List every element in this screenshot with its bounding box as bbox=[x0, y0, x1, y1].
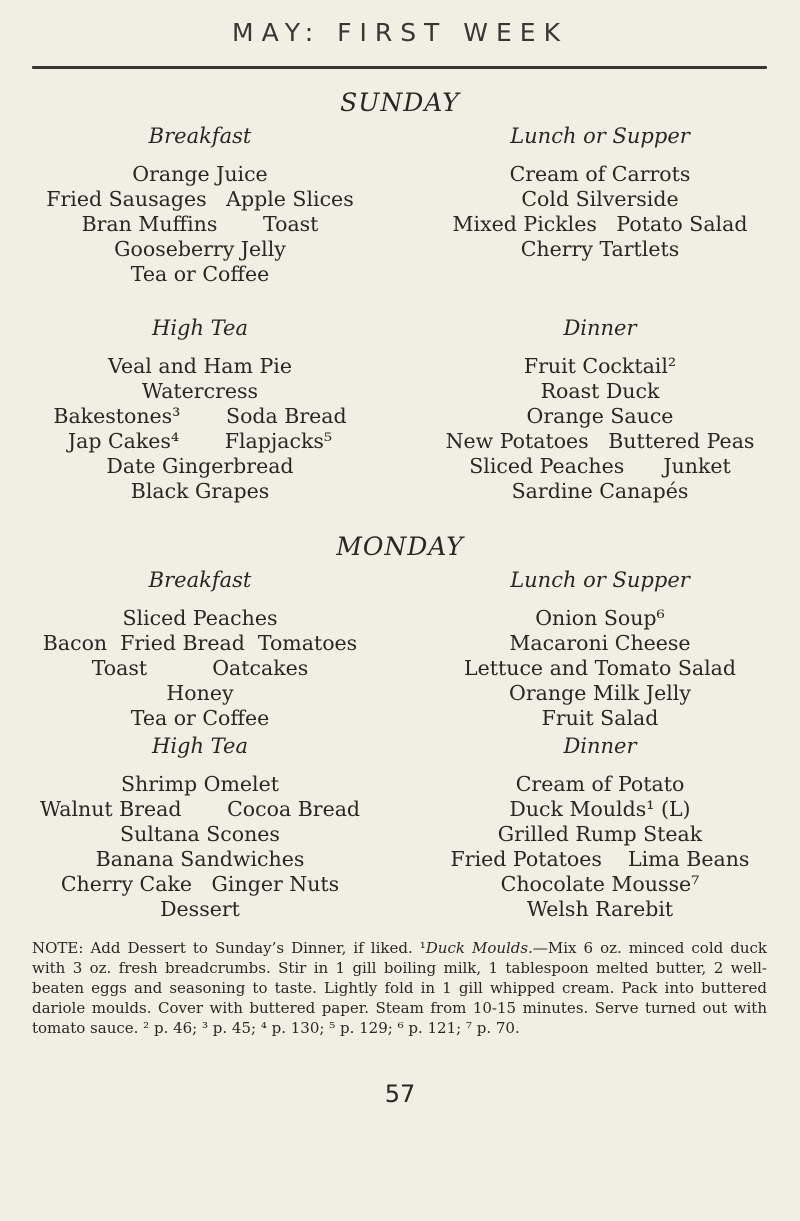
menu-line: Tea or Coffee bbox=[130, 706, 270, 730]
monday-dinner bbox=[400, 734, 800, 922]
menu-line: Bran Muffins Toast bbox=[81, 212, 319, 236]
header-rule bbox=[32, 66, 767, 69]
meal-heading: Dinner bbox=[563, 734, 637, 758]
sunday-high-tea bbox=[0, 316, 400, 504]
menu-line: Orange Juice bbox=[132, 162, 268, 186]
menu-line: Bakestones³ Soda Bread bbox=[53, 404, 347, 428]
menu-line: Cream of Potato bbox=[515, 772, 685, 796]
monday-lunch bbox=[400, 568, 800, 731]
menu-line: Tea or Coffee bbox=[130, 262, 270, 286]
footnote bbox=[32, 938, 767, 1038]
meal-heading: Dinner bbox=[563, 316, 637, 340]
menu-line: Jap Cakes⁴ Flapjacks⁵ bbox=[67, 429, 333, 453]
menu-line: Grilled Rump Steak bbox=[497, 822, 703, 846]
menu-line: Black Grapes bbox=[130, 479, 270, 503]
menu-line: Veal and Ham Pie bbox=[108, 354, 292, 378]
page-number: 57 bbox=[384, 1080, 416, 1108]
menu-line: Lettuce and Tomato Salad bbox=[464, 656, 736, 680]
menu-line: Honey bbox=[166, 681, 234, 705]
menu-line: Fried Potatoes Lima Beans bbox=[450, 847, 750, 871]
menu-line: Fried Sausages Apple Slices bbox=[46, 187, 354, 211]
menu-line: Cherry Tartlets bbox=[520, 237, 680, 261]
menu-line: New Potatoes Buttered Peas bbox=[445, 429, 755, 453]
sunday-lunch bbox=[400, 124, 800, 262]
menu-line: Mixed Pickles Potato Salad bbox=[452, 212, 748, 236]
meal-heading: Breakfast bbox=[148, 568, 252, 592]
meal-heading: Breakfast bbox=[148, 124, 252, 148]
menu-line: Cream of Carrots bbox=[509, 162, 691, 186]
meal-heading: Lunch or Supper bbox=[510, 124, 690, 148]
menu-line: Toast Oatcakes bbox=[91, 656, 309, 680]
menu-line: Welsh Rarebit bbox=[526, 897, 674, 921]
meal-heading: High Tea bbox=[152, 734, 248, 758]
monday-breakfast bbox=[0, 568, 400, 731]
menu-line: Sliced Peaches Junket bbox=[469, 454, 731, 478]
menu-line: Banana Sandwiches bbox=[95, 847, 305, 871]
menu-line: Sliced Peaches bbox=[122, 606, 278, 630]
menu-line: Cold Silverside bbox=[521, 187, 679, 211]
menu-line: Chocolate Mousse⁷ bbox=[500, 872, 700, 896]
menu-line: Cherry Cake Ginger Nuts bbox=[60, 872, 340, 896]
menu-line: Onion Soup⁶ bbox=[535, 606, 665, 630]
menu-line: Gooseberry Jelly bbox=[114, 237, 286, 261]
menu-line: Sultana Scones bbox=[120, 822, 280, 846]
menu-line: Macaroni Cheese bbox=[509, 631, 691, 655]
note-body: —Mix 6 oz. minced cold duck with 3 oz. fresh breadcrumbs. Stir in 1 gill boiling milk, 1 tablespoon melted butter, 2 well-beaten eggs and seasoning to taste. Lightly fold in 1 gill whipped cream. Pack into buttered dariole moulds. Cover with buttered paper. Steam from 10-15 minutes. Serve turned out with tomato sauce. ² p. 46; ³ p. 45; ⁴ p. 130; ⁵ p. 129; ⁶ p. 121; ⁷ p. 70. bbox=[32, 939, 767, 1037]
menu-line: Dessert bbox=[160, 897, 240, 921]
monday-high-tea bbox=[0, 734, 400, 922]
day-title-monday: MONDAY bbox=[336, 532, 464, 561]
menu-line: Roast Duck bbox=[540, 379, 660, 403]
note-recipe-title: Duck Moulds. bbox=[425, 939, 533, 957]
menu-line: Sardine Canapés bbox=[511, 479, 689, 503]
note-lead: NOTE: Add Dessert to Sunday’s Dinner, if liked. ¹ bbox=[32, 939, 426, 957]
running-head: MAY: FIRST WEEK bbox=[232, 18, 568, 47]
menu-line: Shrimp Omelet bbox=[121, 772, 279, 796]
day-title-sunday: SUNDAY bbox=[340, 88, 460, 117]
menu-line: Orange Sauce bbox=[526, 404, 674, 428]
menu-line: Fruit Cocktail² bbox=[523, 354, 677, 378]
menu-line: Bacon Fried Bread Tomatoes bbox=[42, 631, 358, 655]
sunday-dinner bbox=[400, 316, 800, 504]
menu-line: Fruit Salad bbox=[541, 706, 659, 730]
sunday-breakfast bbox=[0, 124, 400, 287]
meal-heading: Lunch or Supper bbox=[510, 568, 690, 592]
menu-line: Date Gingerbread bbox=[106, 454, 294, 478]
menu-line: Watercress bbox=[141, 379, 259, 403]
menu-line: Duck Moulds¹ (L) bbox=[509, 797, 691, 821]
menu-line: Walnut Bread Cocoa Bread bbox=[39, 797, 361, 821]
meal-heading: High Tea bbox=[152, 316, 248, 340]
menu-line: Orange Milk Jelly bbox=[509, 681, 691, 705]
